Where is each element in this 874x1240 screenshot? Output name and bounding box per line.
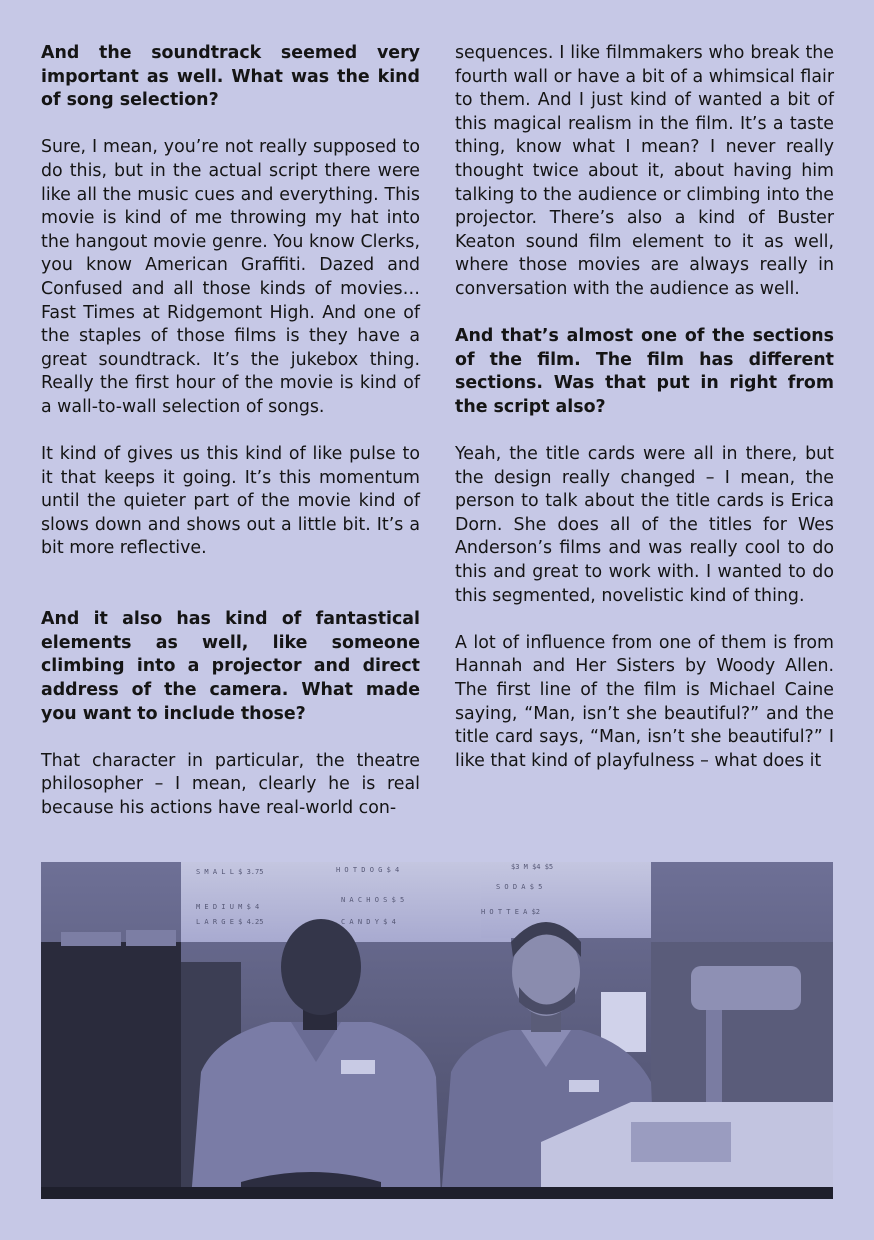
answer-paragraph: It kind of gives us this kind of like pulse to it that keeps it going. It’s this momentum until the quieter part of the movie kind of slows down and shows out a little bit. It’s a bit more reflective. (41, 444, 420, 559)
film-still-photo (41, 862, 833, 1199)
answer-paragraph: sequences. I like filmmakers who break the fourth wall or have a bit of a whimsical flair to them. And I just kind of wanted a bit of this magical realism in the film. It’s a taste thing, know what I mean? I never really thought twice about it, about having him talking to the audience or climbing into the projector. There’s also a kind of Buster Keaton sound film element to it as well, where those movies are always really in conversation with the audience as well. (455, 43, 834, 299)
question-heading: And the soundtrack seemed very important as well. What was the kind of song selection? (41, 43, 420, 111)
menu-text: $3 M $4 $5 (511, 863, 554, 871)
film-still-illustration (41, 862, 833, 1199)
question-heading: And that’s almost one of the sections of the film. The film has different sections. Was that put in right from the script also? (455, 326, 834, 417)
menu-board (481, 862, 651, 938)
right-column (455, 42, 834, 773)
answer-paragraph: That character in particular, the theatre philosopher – I mean, clearly he is real because his actions have real-world con- (41, 750, 420, 818)
menu-text: M E D I U M $ 4 (196, 903, 260, 911)
answer-paragraph: A lot of influence from one of them is from Hannah and Her Sisters by Woody Allen. The first line of the film is Michael Caine saying, “Man, isn’t she beautiful?” and the title card says, “Man, isn’t she beautiful?” I like that kind of playfulness – what does it (455, 632, 834, 771)
menu-text: C A N D Y $ 4 (341, 918, 396, 926)
menu-text: H O T T E A $2 (481, 908, 541, 916)
name-tag (569, 1080, 599, 1092)
popcorn-cabinet (41, 942, 181, 1199)
menu-text: S O D A $ 5 (496, 883, 543, 891)
answer-paragraph: Sure, I mean, you’re not really supposed to do this, but in the actual script there were like all the music cues and everything. This movie is kind of me throwing my hat into the hangout movie genre. You know Clerks, you know American Graffiti. Dazed and Confused and all those kinds of movies… Fast Times at Ridgemont High. And one of the staples of those films is they have a great soundtrack. It’s the jukebox thing. Really the first hour of the movie is kind of a wall-to-wall selection of songs. (41, 137, 420, 417)
answer-paragraph: Yeah, the title cards were all in there, but the design really changed – I mean, the person to talk about the title cards is Erica Dorn. She does all of the titles for Wes Anderson’s films and was really cool to do this and great to work with. I wanted to do this segmented, novelistic kind of thing. (455, 444, 834, 606)
menu-text: S M A L L $ 3.75 (196, 868, 264, 876)
menu-text: H O T D O G $ 4 (336, 866, 400, 874)
left-column (41, 42, 420, 821)
card-reader (691, 966, 801, 1010)
name-tag (341, 1060, 375, 1074)
menu-text: N A C H O S $ 5 (341, 896, 405, 904)
question-heading: And it also has kind of fantastical elements as well, like someone climbing into a projector and direct address of the camera. What made you want to include those? (41, 609, 420, 724)
menu-text: L A R G E $ 4.25 (196, 918, 264, 926)
